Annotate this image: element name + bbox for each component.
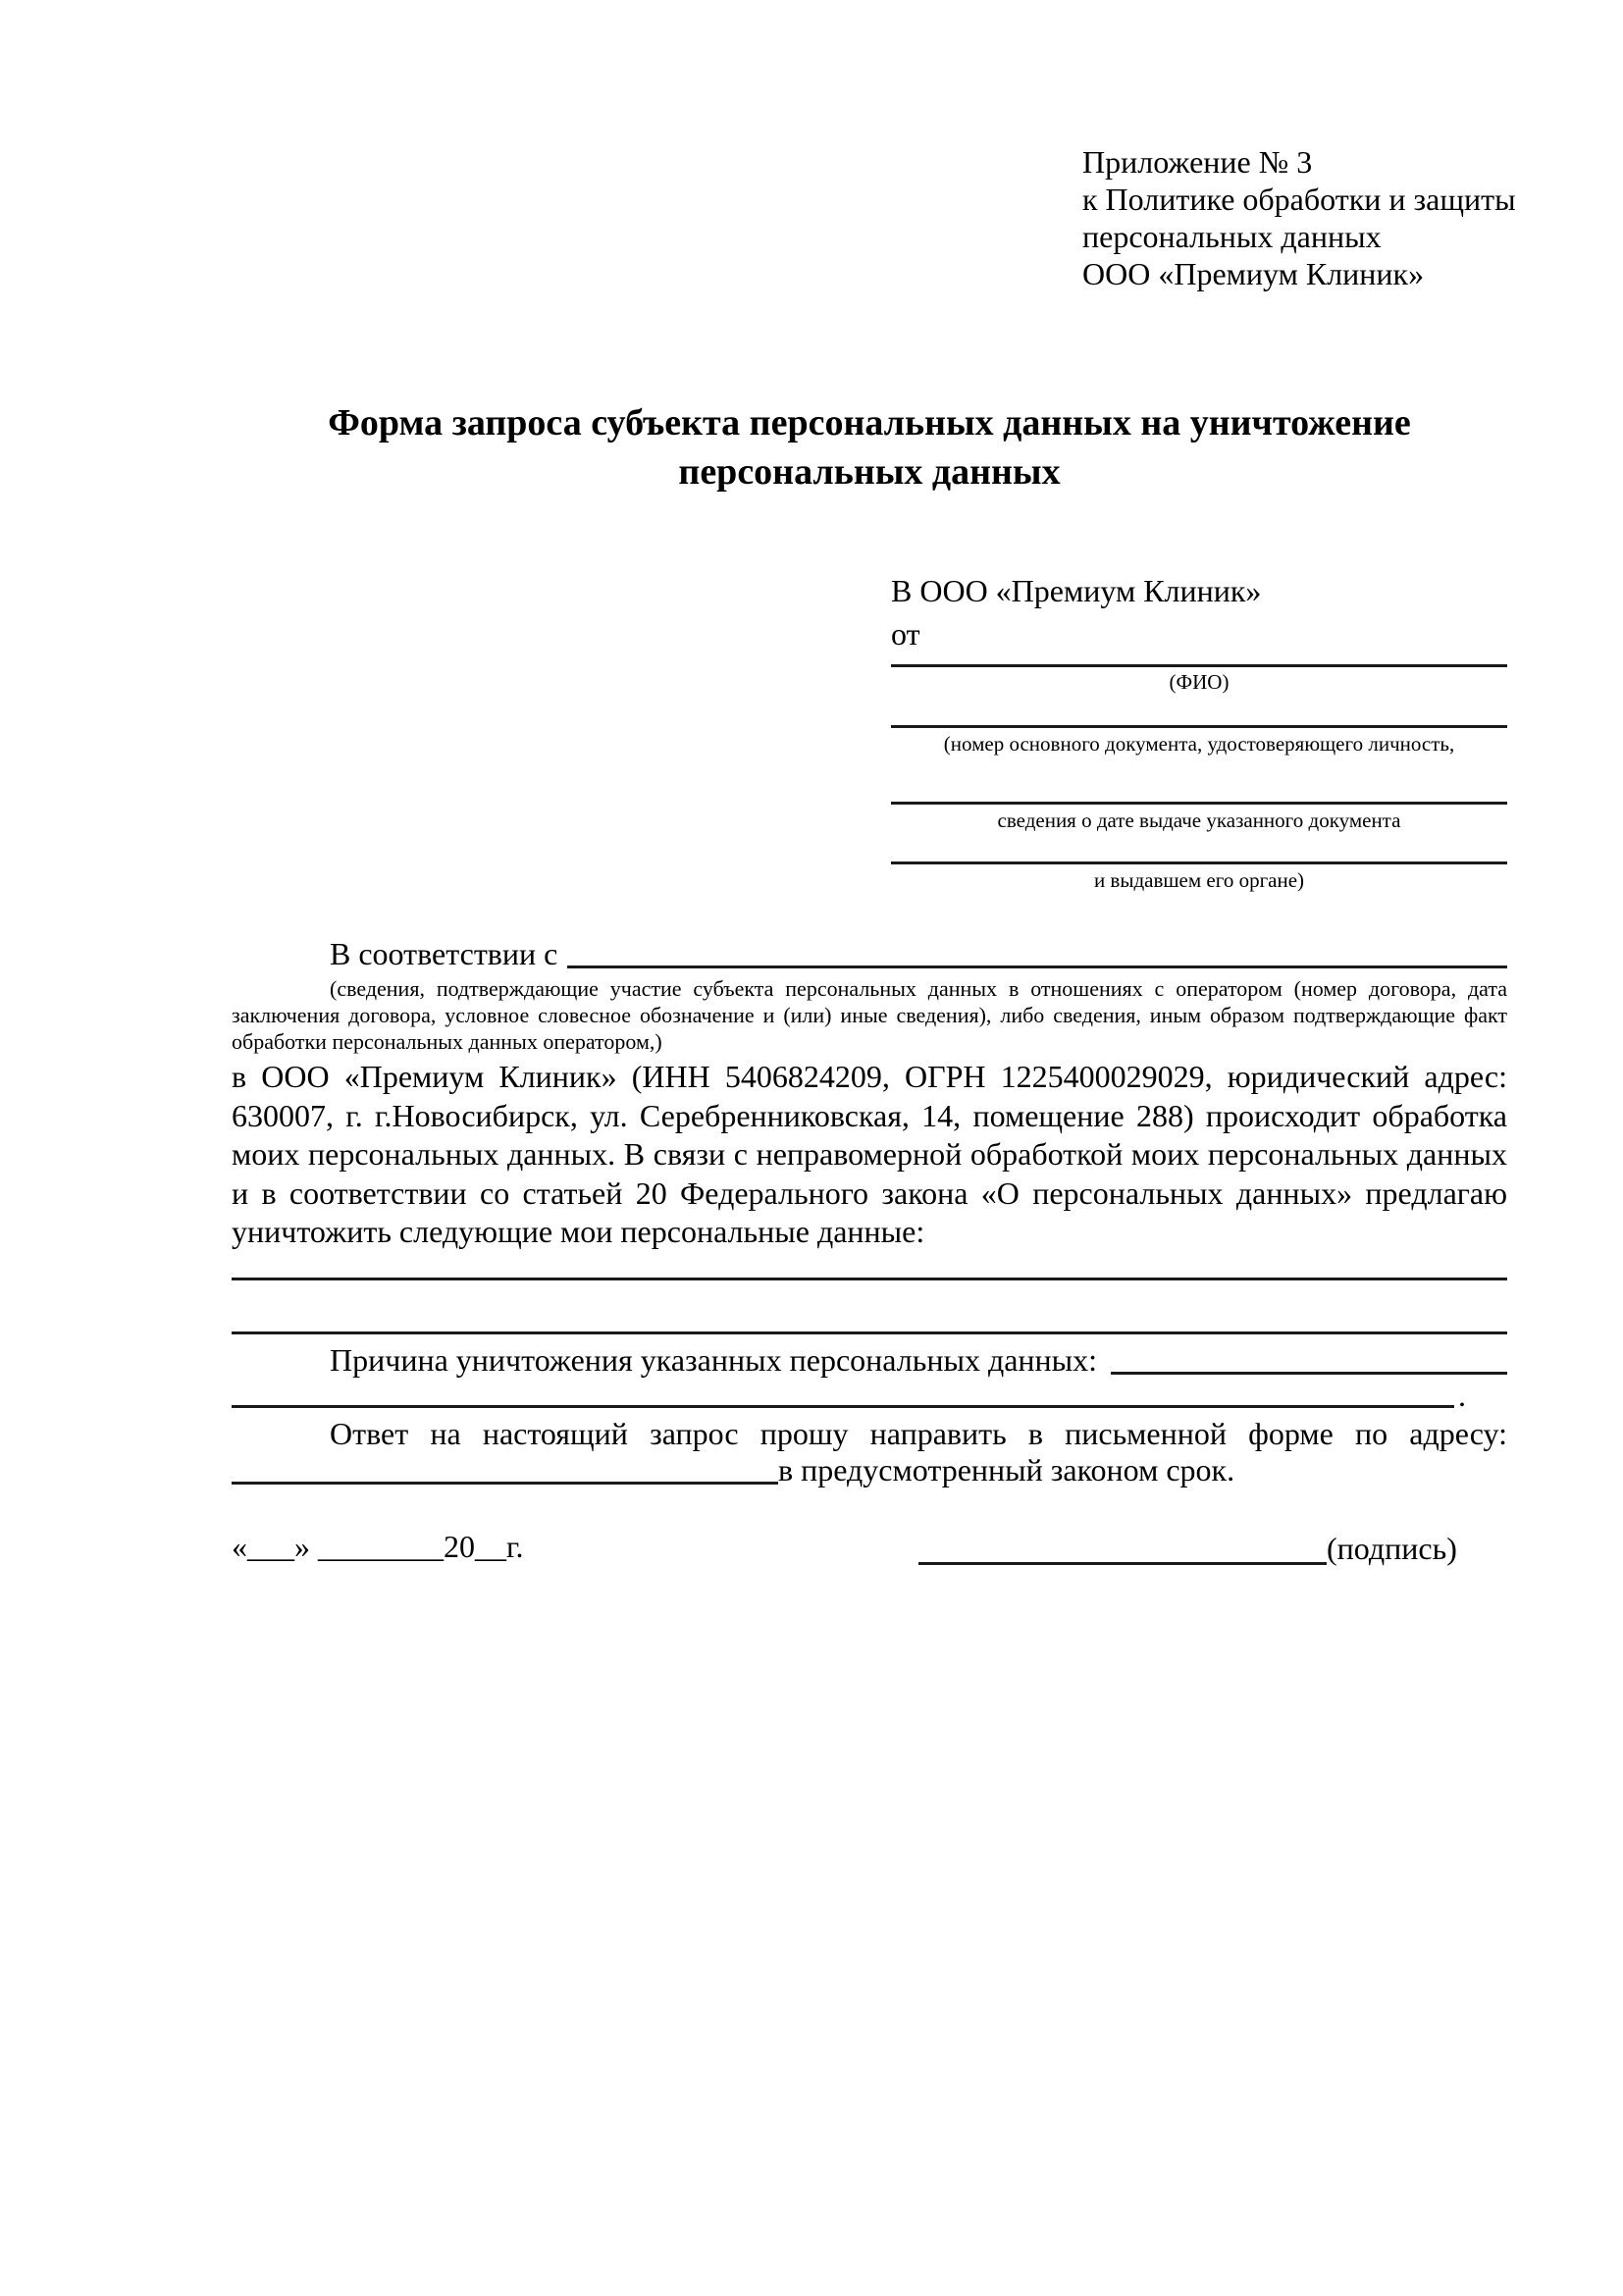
issue-date-blank-line [891, 802, 1507, 805]
signature-blank-line [918, 1562, 1327, 1565]
appendix-header-line: ООО «Премиум Клиник» [1082, 256, 1425, 291]
addressee-to: В ООО «Премиум Клиник» [891, 573, 1262, 608]
addressee-from: от [891, 616, 920, 652]
issuing-authority-blank-line [891, 861, 1507, 864]
reply-address-blank-line [232, 1450, 778, 1485]
reply-request: Ответ на настоящий запрос прошу направить в письменной форме по адресу: [330, 1416, 1507, 1451]
document-number-blank-line [891, 725, 1507, 728]
appendix-header-line: Приложение № 3 [1082, 144, 1313, 180]
page-title: Форма запроса субъекта персональных данных на уничтожение персональных данных [328, 402, 1411, 493]
personal-data-blank-line [232, 1278, 1507, 1280]
accordance-blank-line [567, 934, 1507, 968]
reason-row [232, 1340, 1507, 1380]
date-line: «___» ________20__г. [232, 1529, 524, 1564]
reason-label: Причина уничтожения указанных персональных данных: [330, 1342, 1098, 1378]
accordance-row [232, 934, 1507, 973]
document-number-caption: (номер основного документа, удостоверяющего личность, [943, 732, 1455, 756]
fio-blank-line [891, 664, 1507, 667]
appendix-header [1082, 143, 1516, 292]
accordance-note: (сведения, подтверждающие участие субъекта персональных данных в отношениях с оператором (номер договора, дата заключения договора, условное словесное обозначение и (или) иные сведения), либо сведения, иным образом подтверждающие факт обработки персональных данных оператором,) [232, 976, 1507, 1054]
reply-address-row [232, 1450, 1507, 1489]
fio-caption: (ФИО) [1169, 670, 1230, 694]
reason-period: . [1458, 1378, 1466, 1413]
reply-tail: в предусмотренный законом срок. [778, 1452, 1235, 1487]
appendix-header-line: персональных данных [1082, 219, 1382, 254]
signature-caption: (подпись) [1327, 1531, 1457, 1566]
reason-blank-line [1111, 1340, 1507, 1375]
issuing-authority-caption: и выдавшем его органе) [1093, 868, 1305, 892]
personal-data-blank-line [232, 1331, 1507, 1334]
reason-continuation-blank-line [232, 1405, 1454, 1408]
issue-date-caption: сведения о дате выдаче указанного документа [997, 809, 1401, 832]
accordance-lead: В соответствии с [330, 936, 558, 971]
main-paragraph: в ООО «Премиум Клиник» (ИНН 5406824209, ОГРН 1225400029029, юридический адрес: 630007, г. г.Новосибирск, ул. Серебренниковская, 14, помещение 288) происходит обработка моих персональных данных. В связи с неправомерной обработкой моих персональных данных и в соответствии со статьей 20 Федерального закона «О персональных данных» предлагаю уничтожить следующие мои персональные данные: [232, 1059, 1507, 1249]
appendix-header-line: к Политике обработки и защиты [1082, 182, 1516, 217]
